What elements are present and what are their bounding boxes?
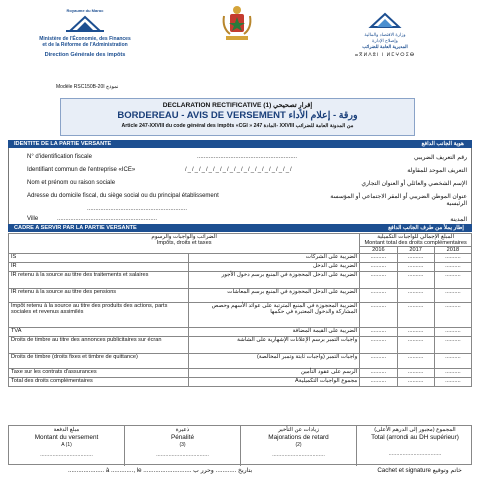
total-header-fr: Montant total des droits complémentaires: [364, 240, 467, 246]
amount-cell-2017[interactable]: ..........: [397, 328, 434, 337]
tax-label-ar: الضريبة على الدخل: [188, 263, 359, 272]
versement-section-header: [8, 224, 472, 232]
payment-amount-symbol: A (1): [61, 442, 72, 448]
table-row: [9, 354, 472, 369]
tax-rows: [9, 254, 472, 387]
taxes-header-ar: الضرائب والواجبات والرسوم: [151, 234, 217, 240]
amount-cell-2016[interactable]: ..........: [360, 378, 397, 387]
title-line-2: BORDEREAU - AVIS DE VERSEMENT ورقة - إعلام الأداء: [117, 110, 358, 121]
amount-cell-2017[interactable]: ..........: [397, 303, 434, 328]
tax-id-row: [27, 154, 467, 164]
ministry-arabic-1: وزارة الاقتصاد والمالية: [364, 32, 406, 37]
city-label-ar: المدينة: [450, 217, 467, 223]
place-date-line[interactable]: ..................... à ............., le ............................ بتاريخ ............ وحرر ب: [68, 467, 253, 474]
versement-section-title-ar: إطار يملأ من طرف الجانب الدافع: [388, 225, 464, 231]
table-row: [9, 263, 472, 272]
ministry-emblem-icon: [62, 15, 108, 33]
tax-label-ar: الضريبة على الدخل المحجوزة في المنبع برسم المعاشات: [188, 289, 359, 303]
tax-label-ar: الضريبة المحجوزة في المنبع المترتبة على عوائد الأسهم وحصص المشاركة والدخول المعتبرة في حكمها: [188, 303, 359, 328]
tax-label-ar: واجبات التمبر برسم الإعلانات الإشهارية على الشاشة: [188, 337, 359, 354]
amount-cell-2017[interactable]: ..........: [397, 378, 434, 387]
penalty-field[interactable]: ..................................: [156, 452, 209, 458]
late-fees-label: Majorations de retard: [268, 434, 329, 441]
payment-summary: [8, 425, 472, 465]
amount-cell-2018[interactable]: ..........: [434, 378, 471, 387]
amount-cell-2016[interactable]: ..........: [360, 263, 397, 272]
tax-id-label-ar: رقم التعريف الضريبي: [414, 155, 467, 161]
amount-cell-2016[interactable]: ..........: [360, 337, 397, 354]
table-row: [9, 369, 472, 378]
amount-cell-2017[interactable]: ..........: [397, 272, 434, 289]
amount-cell-2016[interactable]: ..........: [360, 369, 397, 378]
tax-label: IR: [9, 263, 189, 272]
amount-cell-2017[interactable]: ..........: [397, 263, 434, 272]
identity-section-header: [8, 140, 472, 148]
ice-label: Identifiant commun de l'entreprise «ICE»: [27, 167, 136, 173]
amount-cell-2018[interactable]: ..........: [434, 369, 471, 378]
ministry-line-1: Ministère de l'Économie, des Finances: [39, 36, 131, 42]
model-number: Modèle RSC150B-20I نموذج: [56, 84, 119, 90]
table-row: [9, 289, 472, 303]
stamp-signature-label: Cachet et signature خاتم وتوقيع: [377, 467, 462, 474]
tax-label: Impôt retenu à la source au titre des produits des actions, parts sociales et revenus assimilés: [9, 303, 189, 328]
address-row: [27, 193, 467, 207]
taxes-table: [8, 233, 472, 387]
ice-label-ar: التعريف الموحد للمقاولة: [407, 168, 467, 174]
total-field[interactable]: ..................................: [388, 451, 442, 457]
tax-id-field[interactable]: ............................................................: [197, 154, 298, 160]
total-column-header: [360, 234, 472, 247]
penalty-label-ar: ذعيرة: [175, 427, 190, 433]
tax-label: TVA: [9, 328, 189, 337]
table-row: [9, 337, 472, 354]
tax-label: IR retenu à la source au titre des pensions: [9, 289, 189, 303]
amount-cell-2018[interactable]: ..........: [434, 289, 471, 303]
royal-crest-icon: [220, 4, 254, 44]
amount-cell-2016[interactable]: ..........: [360, 354, 397, 369]
dgi-emblem-icon: [365, 12, 405, 28]
tax-label-ar: الضريبة على الشركات: [188, 254, 359, 263]
dgi-label: Direction Générale des impôts: [44, 52, 126, 58]
total-label-ar: المجموع (مجبور إلى الدرهم الأعلى): [374, 427, 456, 433]
tax-label: Droits de timbre au titre des annonces publicitaires sur écran: [9, 337, 189, 354]
total-column: [357, 426, 473, 466]
table-header-row: [9, 234, 472, 247]
late-fees-symbol: (2): [295, 442, 302, 448]
amount-cell-2018[interactable]: ..........: [434, 337, 471, 354]
amount-cell-2018[interactable]: ..........: [434, 328, 471, 337]
dgi-arabic-label: المديرية العامة للضرائب: [362, 44, 408, 49]
address-field[interactable]: ............................................................: [87, 206, 188, 212]
late-fees-column: [241, 426, 357, 466]
tax-label-ar: الضريبة على الدخل المحجوزة في المنبع برسم دخول الأجور: [188, 272, 359, 289]
ice-row: [27, 167, 467, 177]
year-2017: 2017: [397, 247, 434, 254]
amount-cell-2017[interactable]: ..........: [397, 369, 434, 378]
table-row: [9, 328, 472, 337]
amount-cell-2017[interactable]: ..........: [397, 289, 434, 303]
amount-cell-2018[interactable]: ..........: [434, 354, 471, 369]
total-header-ar: المبلغ الإجمالي للواجبات التكميلية: [377, 234, 455, 240]
amount-cell-2018[interactable]: ..........: [434, 272, 471, 289]
tax-label-ar: مجموع الواجبات التكميلية A: [188, 378, 359, 387]
address-label: Adresse du domicile fiscal, du siège social ou du principal établissement: [27, 193, 219, 199]
dgi-logo-arabic: [330, 12, 440, 58]
amount-cell-2016[interactable]: ..........: [360, 289, 397, 303]
tax-label-ar: واجبات التمبر (واجبات ثابتة وتمبر المخالصة): [188, 354, 359, 369]
form-title: [60, 98, 415, 136]
taxes-header-fr: Impôts, droits et taxes: [156, 240, 212, 246]
penalty-column: [125, 426, 241, 466]
payment-amount-label: Montant du versement: [34, 434, 99, 441]
year-2018: 2018: [434, 247, 471, 254]
signature-row: [8, 467, 472, 477]
ice-field[interactable]: /_/_/_/_/_/_/_/_/_/_/_/_/_/_/_/: [185, 167, 293, 173]
payment-amount-field[interactable]: ..................................: [40, 452, 93, 458]
table-row: [9, 303, 472, 328]
tax-label-ar: الضريبة على القيمة المضافة: [188, 328, 359, 337]
tifinagh-line: ⴰⴳⵍⴷⵓⵏ ⵏ ⵍⵎⵖⵔⵉⴱ: [354, 52, 416, 58]
identity-section-title-ar: هوية الجانب الدافع: [421, 141, 464, 147]
amount-cell-2017[interactable]: ..........: [397, 254, 434, 263]
table-row: [9, 272, 472, 289]
city-field[interactable]: ............................................................: [57, 216, 158, 222]
penalty-label: Pénalité: [170, 434, 195, 441]
tax-id-label: N° d'identification fiscale: [27, 154, 92, 160]
amount-cell-2016[interactable]: ..........: [360, 272, 397, 289]
name-label-ar: الإسم الشخصي والعائلي أو العنوان التجاري: [361, 181, 467, 187]
amount-cell-2017[interactable]: ..........: [397, 337, 434, 354]
tax-label-ar: الرسم على عقود التأمين: [188, 369, 359, 378]
amount-cell-2017[interactable]: ..........: [397, 354, 434, 369]
tax-label: IR retenu à la source au titre des traitements et salaires: [9, 272, 189, 289]
city-label: Ville: [27, 216, 39, 222]
amount-cell-2018[interactable]: ..........: [434, 303, 471, 328]
tax-label: IS: [9, 254, 189, 263]
total-symbol: A: [295, 378, 299, 384]
amount-cell-2018[interactable]: ..........: [434, 254, 471, 263]
title-line-3: Article 247-XXVIII du code général des impôts «CGI » المادة 247- XXVIII من المدونة العامة للضرائب: [121, 123, 354, 129]
tax-label: Droits de timbre (droits fixes et timbre de quittance): [9, 354, 189, 369]
address-continuation-row: [27, 206, 467, 216]
amount-cell-2016[interactable]: ..........: [360, 254, 397, 263]
late-fees-field[interactable]: ..................................: [272, 452, 325, 458]
ministry-arabic-2: وإصلاح الإدارة: [372, 37, 398, 43]
address-label-ar: عنوان الموطن الضريبي أو المقر الاجتماعي أو المؤسسة الرئيسية: [330, 194, 467, 207]
identity-section-title-fr: IDENTITE DE LA PARTIE VERSANTE: [14, 141, 112, 147]
table-row: [9, 254, 472, 263]
payment-amount-column: [9, 426, 125, 466]
tax-label: Total des droits complémentaires: [9, 378, 189, 387]
year-2016: 2016: [360, 247, 397, 254]
title-line-1: DECLARATION RECTIFICATIVE (1) إقرار تصحيحي: [162, 102, 313, 109]
document-header: [0, 0, 480, 98]
ministry-logo: [30, 8, 140, 58]
payment-amount-label-ar: مبلغ الدفعة: [53, 427, 80, 433]
amount-cell-2016[interactable]: ..........: [360, 328, 397, 337]
ministry-line-2: et de la Réforme de l'Administration: [42, 42, 128, 48]
name-label: Nom et prénom ou raison sociale: [27, 180, 116, 186]
kingdom-label: Royaume du Maroc: [66, 8, 104, 13]
amount-cell-2016[interactable]: ..........: [360, 303, 397, 328]
late-fees-label-ar: زيادات عن التأخير: [278, 427, 319, 433]
table-row: [9, 378, 472, 387]
taxes-column-header: [9, 234, 360, 254]
name-row: [27, 180, 467, 190]
total-label: Total (arrondi au DH supérieur): [371, 434, 459, 441]
tax-label: Taxe sur les contrats d'assurances: [9, 369, 189, 378]
versement-section-title-fr: CADRE A SERVIR PAR LA PARTIE VERSANTE: [14, 225, 137, 231]
penalty-symbol: (3): [179, 442, 186, 448]
identity-block: [8, 148, 472, 228]
amount-cell-2018[interactable]: ..........: [434, 263, 471, 272]
